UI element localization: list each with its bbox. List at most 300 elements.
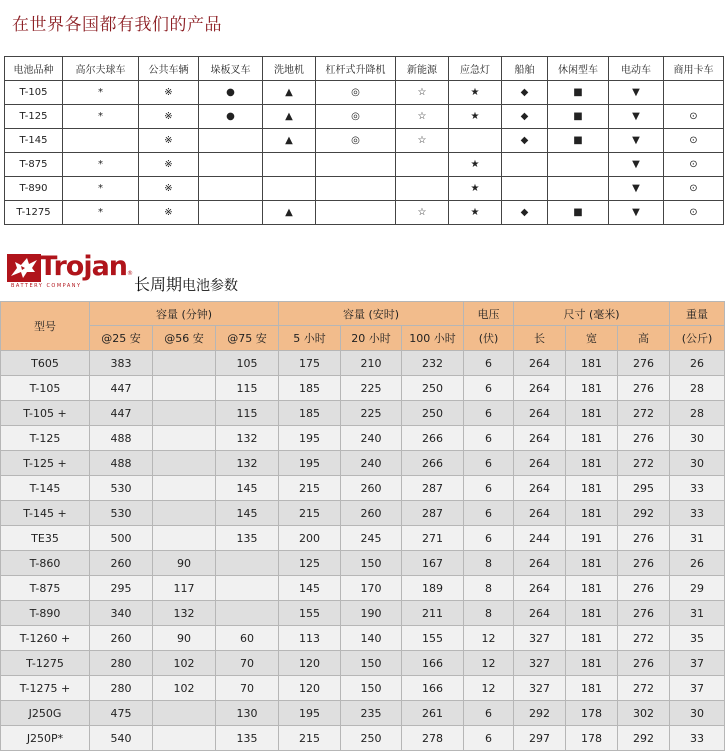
spec-value-cell: 105 [216, 351, 279, 376]
application-mark-cell [199, 153, 263, 177]
spec-value-cell: 6 [464, 501, 514, 526]
spec-value-cell: 6 [464, 476, 514, 501]
spec-model-cell: T-145 + [1, 501, 90, 526]
battery-spec-table [0, 301, 725, 751]
spec-model-cell: J250G [1, 701, 90, 726]
spec-header-row-top [1, 302, 725, 326]
table-row [1, 351, 725, 376]
spec-value-cell: 276 [618, 651, 670, 676]
spec-subheader-cell: 高 [618, 326, 670, 351]
application-mark-cell: ▲ [263, 105, 316, 129]
spec-value-cell: 327 [514, 651, 566, 676]
spec-value-cell: 232 [402, 351, 464, 376]
spec-value-cell: 132 [216, 426, 279, 451]
spec-value-cell: 132 [216, 451, 279, 476]
spec-value-cell: 6 [464, 526, 514, 551]
application-mark-cell: ■ [548, 129, 609, 153]
spec-value-cell: 264 [514, 351, 566, 376]
battery-model-cell: T-890 [5, 177, 63, 201]
spec-model-cell: T-125 + [1, 451, 90, 476]
spec-value-cell: 70 [216, 676, 279, 701]
application-mark-cell: * [63, 105, 139, 129]
application-mark-cell: ★ [449, 105, 502, 129]
spec-value-cell: 181 [566, 676, 618, 701]
spec-value-cell: 191 [566, 526, 618, 551]
spec-value-cell: 276 [618, 426, 670, 451]
spec-value-cell: 272 [618, 676, 670, 701]
spec-model-cell: T-1275 [1, 651, 90, 676]
table-row [1, 376, 725, 401]
application-mark-cell [316, 153, 396, 177]
logo-wordmark: Trojan [39, 251, 128, 282]
table-row [1, 526, 725, 551]
spec-value-cell: 30 [670, 451, 725, 476]
spec-subheader-cell: (公斤) [670, 326, 725, 351]
spec-value-cell: 189 [402, 576, 464, 601]
spec-value-cell: 225 [341, 401, 402, 426]
application-mark-cell [396, 153, 449, 177]
spec-value-cell: 272 [618, 401, 670, 426]
spec-value-cell: 181 [566, 376, 618, 401]
spec-value-cell: 530 [90, 501, 153, 526]
spec-value-cell: 6 [464, 701, 514, 726]
spec-value-cell [216, 551, 279, 576]
spec-model-cell: T605 [1, 351, 90, 376]
spec-header-row-sub [1, 326, 725, 351]
spec-value-cell: 90 [153, 626, 216, 651]
spec-subheader-cell: 宽 [566, 326, 618, 351]
spec-value-cell: 175 [279, 351, 341, 376]
spec-value-cell: 340 [90, 601, 153, 626]
application-mark-cell: ☆ [396, 105, 449, 129]
spec-value-cell: 6 [464, 426, 514, 451]
table-row [1, 651, 725, 676]
spec-value-cell: 181 [566, 601, 618, 626]
spec-value-cell: 30 [670, 701, 725, 726]
spec-value-cell: 28 [670, 401, 725, 426]
spec-value-cell: 276 [618, 526, 670, 551]
spec-value-cell [153, 701, 216, 726]
spec-value-cell: 26 [670, 351, 725, 376]
spec-model-cell: T-125 [1, 426, 90, 451]
spec-value-cell: 6 [464, 351, 514, 376]
spec-value-cell: 132 [153, 601, 216, 626]
application-mark-cell: ※ [139, 153, 199, 177]
spec-subheader-cell: 长 [514, 326, 566, 351]
spec-value-cell: 264 [514, 451, 566, 476]
application-mark-cell: ▼ [609, 105, 664, 129]
spec-value-cell: 37 [670, 651, 725, 676]
table-row [1, 401, 725, 426]
applications-header-cell: 电动车 [609, 57, 664, 81]
application-mark-cell [316, 201, 396, 225]
spec-value-cell: 181 [566, 451, 618, 476]
application-mark-cell: ● [199, 105, 263, 129]
spec-value-cell: 115 [216, 401, 279, 426]
spec-value-cell: 8 [464, 551, 514, 576]
header-model: 型号 [1, 302, 90, 351]
spec-model-cell: T-105 [1, 376, 90, 401]
application-mark-cell: ■ [548, 81, 609, 105]
application-mark-cell: ★ [449, 177, 502, 201]
spec-value-cell: 292 [618, 501, 670, 526]
spec-value-cell: 264 [514, 551, 566, 576]
spec-value-cell: 260 [341, 501, 402, 526]
spec-value-cell: 276 [618, 551, 670, 576]
spec-value-cell: 250 [402, 401, 464, 426]
header-capacity-ah: 容量 (安时) [279, 302, 464, 326]
spec-value-cell: 150 [341, 651, 402, 676]
table-row [5, 129, 724, 153]
spec-value-cell: 31 [670, 601, 725, 626]
application-mark-cell [502, 153, 548, 177]
spec-value-cell: 215 [279, 501, 341, 526]
spec-value-cell [153, 526, 216, 551]
spec-value-cell: 140 [341, 626, 402, 651]
spec-value-cell [216, 576, 279, 601]
spec-subheader-cell: (伏) [464, 326, 514, 351]
spec-model-cell: T-875 [1, 576, 90, 601]
spec-value-cell: 215 [279, 726, 341, 751]
spec-model-cell: T-890 [1, 601, 90, 626]
spec-value-cell [153, 376, 216, 401]
application-mark-cell: ◆ [502, 81, 548, 105]
applications-header-cell: 电池品种 [5, 57, 63, 81]
spec-value-cell: 264 [514, 576, 566, 601]
spec-value-cell: 260 [90, 626, 153, 651]
application-mark-cell [199, 201, 263, 225]
spec-value-cell: 210 [341, 351, 402, 376]
spec-model-cell: J250P* [1, 726, 90, 751]
spec-value-cell: 130 [216, 701, 279, 726]
application-mark-cell [63, 129, 139, 153]
spec-value-cell: 102 [153, 676, 216, 701]
application-mark-cell [263, 153, 316, 177]
header-dimensions: 尺寸 (毫米) [514, 302, 670, 326]
spec-value-cell: 33 [670, 476, 725, 501]
spec-value-cell: 264 [514, 501, 566, 526]
spec-value-cell [216, 601, 279, 626]
spec-value-cell: 250 [402, 376, 464, 401]
spec-value-cell: 447 [90, 401, 153, 426]
application-mark-cell: ☆ [396, 201, 449, 225]
table-row [1, 476, 725, 501]
spec-value-cell: 264 [514, 601, 566, 626]
spec-model-cell: T-1260 + [1, 626, 90, 651]
spec-value-cell: 295 [90, 576, 153, 601]
spec-value-cell: 276 [618, 601, 670, 626]
applications-header-cell: 垛板叉车 [199, 57, 263, 81]
spec-value-cell: 155 [279, 601, 341, 626]
table-row [1, 601, 725, 626]
spec-value-cell: 178 [566, 726, 618, 751]
spec-subheader-cell: 100 小时 [402, 326, 464, 351]
application-mark-cell: ▲ [263, 129, 316, 153]
spec-value-cell [153, 451, 216, 476]
table-row [1, 701, 725, 726]
spec-value-cell: 235 [341, 701, 402, 726]
spec-value-cell: 292 [514, 701, 566, 726]
header-capacity-minutes: 容量 (分钟) [90, 302, 279, 326]
table-row [5, 81, 724, 105]
applications-table [4, 56, 724, 225]
spec-value-cell: 28 [670, 376, 725, 401]
application-mark-cell: * [63, 201, 139, 225]
spec-value-cell: 166 [402, 651, 464, 676]
table-row [1, 626, 725, 651]
spec-value-cell: 264 [514, 376, 566, 401]
spec-value-cell: 195 [279, 701, 341, 726]
spec-value-cell: 266 [402, 426, 464, 451]
application-mark-cell [199, 129, 263, 153]
table-row [5, 201, 724, 225]
spec-value-cell: 383 [90, 351, 153, 376]
spec-value-cell: 145 [279, 576, 341, 601]
spec-value-cell: 488 [90, 426, 153, 451]
spec-value-cell: 70 [216, 651, 279, 676]
spec-value-cell: 135 [216, 526, 279, 551]
battery-model-cell: T-125 [5, 105, 63, 129]
spec-value-cell: 12 [464, 651, 514, 676]
applications-header-cell: 公共车辆 [139, 57, 199, 81]
spec-value-cell: 33 [670, 501, 725, 526]
spec-value-cell: 60 [216, 626, 279, 651]
spec-value-cell: 6 [464, 451, 514, 476]
spec-value-cell: 195 [279, 426, 341, 451]
applications-header-cell: 杠杆式升降机 [316, 57, 396, 81]
spec-value-cell: 37 [670, 676, 725, 701]
spec-value-cell: 500 [90, 526, 153, 551]
spec-value-cell: 195 [279, 451, 341, 476]
spec-value-cell: 12 [464, 626, 514, 651]
spec-value-cell: 215 [279, 476, 341, 501]
table-row [1, 576, 725, 601]
application-mark-cell [263, 177, 316, 201]
spec-value-cell: 115 [216, 376, 279, 401]
spec-value-cell: 166 [402, 676, 464, 701]
spec-value-cell: 245 [341, 526, 402, 551]
application-mark-cell: ◆ [502, 201, 548, 225]
spec-subheader-cell: @75 安 [216, 326, 279, 351]
spec-value-cell: 276 [618, 376, 670, 401]
section-heading-main: 长周期 [134, 275, 183, 294]
spec-value-cell: 287 [402, 501, 464, 526]
spec-value-cell: 475 [90, 701, 153, 726]
application-mark-cell: ⊙ [664, 177, 724, 201]
application-mark-cell: ⊙ [664, 105, 724, 129]
spec-value-cell: 292 [618, 726, 670, 751]
spec-value-cell: 302 [618, 701, 670, 726]
spec-value-cell: 272 [618, 451, 670, 476]
spec-value-cell: 181 [566, 426, 618, 451]
application-mark-cell: ※ [139, 81, 199, 105]
application-mark-cell: ※ [139, 129, 199, 153]
applications-header-row [5, 57, 724, 81]
table-row [1, 451, 725, 476]
spec-value-cell [153, 476, 216, 501]
header-voltage: 电压 [464, 302, 514, 326]
application-mark-cell: ☆ [396, 129, 449, 153]
spec-value-cell: 240 [341, 426, 402, 451]
spec-value-cell: 120 [279, 651, 341, 676]
table-row [1, 501, 725, 526]
spec-value-cell: 8 [464, 576, 514, 601]
table-row [1, 676, 725, 701]
spec-value-cell [153, 501, 216, 526]
application-mark-cell [449, 129, 502, 153]
spec-value-cell: 244 [514, 526, 566, 551]
applications-header-cell: 应急灯 [449, 57, 502, 81]
battery-model-cell: T-105 [5, 81, 63, 105]
logo-registered-mark: ® [127, 270, 133, 277]
spec-value-cell: 488 [90, 451, 153, 476]
application-mark-cell: ※ [139, 105, 199, 129]
spec-value-cell: 170 [341, 576, 402, 601]
spec-value-cell [153, 426, 216, 451]
spec-value-cell: 167 [402, 551, 464, 576]
spec-subheader-cell: @56 安 [153, 326, 216, 351]
applications-header-cell: 洗地机 [263, 57, 316, 81]
application-mark-cell: ▼ [609, 81, 664, 105]
spec-value-cell: 181 [566, 551, 618, 576]
spec-value-cell: 120 [279, 676, 341, 701]
application-mark-cell [548, 177, 609, 201]
spec-model-cell: TE35 [1, 526, 90, 551]
battery-model-cell: T-875 [5, 153, 63, 177]
spec-value-cell: 26 [670, 551, 725, 576]
application-mark-cell: ⊙ [664, 129, 724, 153]
section-heading-sub: 电池参数 [182, 278, 239, 294]
spec-value-cell: 272 [618, 626, 670, 651]
spec-value-cell: 8 [464, 601, 514, 626]
pegasus-logo-icon [7, 254, 41, 282]
spec-value-cell: 261 [402, 701, 464, 726]
header-weight: 重量 [670, 302, 725, 326]
applications-header-cell: 船舶 [502, 57, 548, 81]
spec-value-cell [153, 726, 216, 751]
application-mark-cell [316, 177, 396, 201]
application-mark-cell: ▼ [609, 177, 664, 201]
application-mark-cell: ※ [139, 177, 199, 201]
spec-value-cell: 125 [279, 551, 341, 576]
spec-value-cell: 250 [341, 726, 402, 751]
spec-model-cell: T-860 [1, 551, 90, 576]
spec-value-cell [153, 401, 216, 426]
spec-value-cell: 260 [341, 476, 402, 501]
application-mark-cell: ■ [548, 105, 609, 129]
spec-value-cell: 6 [464, 401, 514, 426]
application-mark-cell: * [63, 81, 139, 105]
application-mark-cell: ★ [449, 153, 502, 177]
spec-value-cell: 185 [279, 401, 341, 426]
spec-value-cell: 29 [670, 576, 725, 601]
applications-header-cell: 商用卡车 [664, 57, 724, 81]
table-row [1, 426, 725, 451]
spec-value-cell: 530 [90, 476, 153, 501]
spec-value-cell: 266 [402, 451, 464, 476]
spec-value-cell: 200 [279, 526, 341, 551]
spec-value-cell: 181 [566, 626, 618, 651]
spec-subheader-cell: 20 小时 [341, 326, 402, 351]
application-mark-cell: ★ [449, 201, 502, 225]
applications-header-cell: 新能源 [396, 57, 449, 81]
spec-value-cell: 90 [153, 551, 216, 576]
spec-subheader-cell: @25 安 [90, 326, 153, 351]
spec-value-cell: 181 [566, 351, 618, 376]
spec-value-cell: 181 [566, 476, 618, 501]
application-mark-cell [664, 81, 724, 105]
application-mark-cell [396, 177, 449, 201]
application-mark-cell: * [63, 153, 139, 177]
section-heading [134, 272, 238, 295]
table-row [5, 177, 724, 201]
spec-value-cell: 113 [279, 626, 341, 651]
spec-value-cell: 150 [341, 676, 402, 701]
application-mark-cell: ▼ [609, 153, 664, 177]
spec-value-cell: 117 [153, 576, 216, 601]
spec-value-cell: 181 [566, 651, 618, 676]
application-mark-cell: ▼ [609, 201, 664, 225]
spec-value-cell: 150 [341, 551, 402, 576]
spec-value-cell: 260 [90, 551, 153, 576]
application-mark-cell: ◆ [502, 105, 548, 129]
spec-value-cell: 155 [402, 626, 464, 651]
spec-value-cell: 6 [464, 726, 514, 751]
spec-value-cell: 540 [90, 726, 153, 751]
spec-value-cell: 135 [216, 726, 279, 751]
table-row [1, 726, 725, 751]
spec-subheader-cell: 5 小时 [279, 326, 341, 351]
spec-value-cell: 327 [514, 626, 566, 651]
spec-value-cell: 6 [464, 376, 514, 401]
application-mark-cell: ⊙ [664, 153, 724, 177]
spec-value-cell: 145 [216, 476, 279, 501]
spec-value-cell: 12 [464, 676, 514, 701]
spec-value-cell: 276 [618, 576, 670, 601]
spec-value-cell: 33 [670, 726, 725, 751]
application-mark-cell: ★ [449, 81, 502, 105]
spec-model-cell: T-105 + [1, 401, 90, 426]
battery-model-cell: T-1275 [5, 201, 63, 225]
spec-value-cell: 295 [618, 476, 670, 501]
application-mark-cell: * [63, 177, 139, 201]
spec-value-cell: 185 [279, 376, 341, 401]
application-mark-cell: ◎ [316, 81, 396, 105]
application-mark-cell: ☆ [396, 81, 449, 105]
table-row [5, 105, 724, 129]
spec-value-cell: 178 [566, 701, 618, 726]
table-row [5, 153, 724, 177]
spec-value-cell: 447 [90, 376, 153, 401]
spec-value-cell: 181 [566, 501, 618, 526]
application-mark-cell: ◎ [316, 105, 396, 129]
applications-header-cell: 高尔夫球车 [63, 57, 139, 81]
spec-value-cell: 297 [514, 726, 566, 751]
logo-subtitle: BATTERY COMPANY [11, 283, 82, 289]
application-mark-cell: ◆ [502, 129, 548, 153]
spec-value-cell: 287 [402, 476, 464, 501]
spec-value-cell: 271 [402, 526, 464, 551]
spec-value-cell: 30 [670, 426, 725, 451]
spec-model-cell: T-1275 + [1, 676, 90, 701]
spec-value-cell: 280 [90, 676, 153, 701]
spec-value-cell: 31 [670, 526, 725, 551]
spec-value-cell: 240 [341, 451, 402, 476]
spec-value-cell: 276 [618, 351, 670, 376]
application-mark-cell: ■ [548, 201, 609, 225]
spec-value-cell: 264 [514, 401, 566, 426]
spec-value-cell: 181 [566, 576, 618, 601]
